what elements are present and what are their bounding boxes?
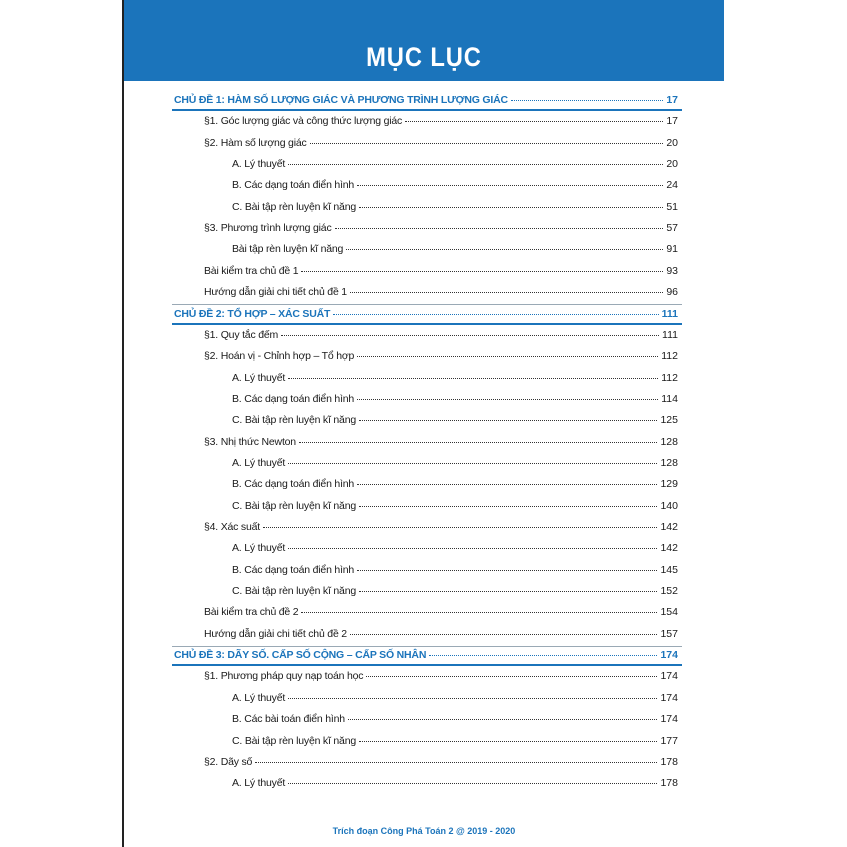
- toc-entry-label: CHỦ ĐỀ 1: HÀM SỐ LƯỢNG GIÁC VÀ PHƯƠNG TRÌNH LƯỢNG GIÁC: [174, 94, 508, 106]
- toc-entry-page: 93: [666, 264, 678, 277]
- toc-entry-page: 174: [660, 649, 678, 662]
- toc-entry-label: B. Các dạng toán điển hình: [232, 478, 355, 491]
- toc-entry-page: 154: [660, 606, 678, 619]
- dot-leader: [255, 761, 657, 763]
- toc-entry: [232, 478, 678, 490]
- toc-entry-page: 174: [660, 691, 678, 704]
- toc-entry-page: 17: [666, 94, 678, 106]
- toc-entry-page: 20: [666, 158, 678, 171]
- toc-entry: [232, 713, 678, 725]
- toc-entry: [232, 457, 678, 469]
- toc-entry: [204, 329, 678, 341]
- dot-leader: [350, 633, 658, 635]
- toc-entry-page: 24: [666, 179, 678, 192]
- toc-entry-label: §2. Hoán vị - Chỉnh hợp – Tổ hợp: [204, 350, 355, 363]
- dot-leader: [335, 227, 664, 229]
- toc-entry-page: 152: [660, 585, 678, 598]
- page-footer: Trích đoạn Công Phá Toán 2 @ 2019 - 2020: [332, 826, 516, 836]
- toc-entry-label: A. Lý thuyết: [232, 691, 286, 704]
- dot-leader: [299, 441, 658, 443]
- toc-entry-label: §2. Hàm số lượng giác: [204, 136, 307, 149]
- toc-entry: [232, 179, 678, 191]
- toc-entry-page: 174: [660, 670, 678, 683]
- toc-entry-label: C. Bài tập rèn luyện kĩ năng: [232, 414, 356, 427]
- toc-entry-label: A. Lý thuyết: [232, 456, 286, 469]
- toc-entry: [232, 564, 678, 576]
- dot-leader: [346, 248, 663, 250]
- toc-entry-label: §2. Dãy số: [204, 755, 253, 768]
- toc-entry: [204, 115, 678, 127]
- toc-chapter-entry: [174, 649, 678, 661]
- toc-entry-label: C. Bài tập rèn luyện kĩ năng: [232, 200, 356, 213]
- toc-entry-page: 114: [661, 392, 678, 405]
- toc-entry: [232, 201, 678, 213]
- toc-entry: [232, 585, 678, 597]
- toc-entry-label: Hướng dẫn giải chi tiết chủ đề 1: [204, 286, 347, 299]
- toc-entry-label: B. Các dạng toán điển hình: [232, 563, 355, 576]
- toc-entry: [232, 735, 678, 747]
- toc-entry-page: 174: [660, 713, 678, 726]
- dot-leader: [359, 505, 657, 507]
- toc-entry-page: 177: [660, 734, 678, 747]
- toc-entry: [204, 222, 678, 234]
- toc-entry: [232, 414, 678, 426]
- dot-leader: [359, 740, 657, 742]
- toc-entry-label: CHỦ ĐỀ 3: DÃY SỐ. CẤP SỐ CỘNG – CẤP SỐ NHÂN: [174, 649, 427, 662]
- section-separator: [172, 304, 682, 305]
- toc-entry-label: B. Các dạng toán điển hình: [232, 179, 355, 192]
- dot-leader: [359, 590, 657, 592]
- toc-entry-page: 111: [661, 307, 678, 320]
- dot-leader: [288, 163, 663, 165]
- toc-entry-page: 112: [661, 371, 678, 384]
- page-title: MỤC LỤC: [366, 42, 482, 72]
- toc-entry-page: 20: [666, 136, 678, 149]
- dot-leader: [288, 697, 657, 699]
- toc-entry: [232, 777, 678, 789]
- toc-entry-label: §4. Xác suất: [204, 521, 260, 533]
- toc-entry-page: 96: [666, 286, 678, 299]
- dot-leader: [288, 547, 657, 549]
- chapter-underline: [172, 323, 682, 325]
- toc-entry-label: A. Lý thuyết: [232, 158, 286, 171]
- toc-entry: [232, 243, 678, 255]
- toc-entry-label: Bài kiểm tra chủ đề 1: [204, 264, 299, 277]
- toc-entry-page: 128: [660, 435, 678, 448]
- toc-entry-label: C. Bài tập rèn luyện kĩ năng: [232, 499, 356, 512]
- dot-leader: [288, 377, 658, 379]
- dot-leader: [301, 270, 663, 272]
- toc-entry-label: §3. Nhị thức Newton: [204, 435, 296, 448]
- toc-entry-page: 140: [660, 499, 678, 512]
- toc-entry-page: 111: [662, 328, 678, 341]
- toc-entry-label: B. Các bài toán điển hình: [232, 713, 345, 726]
- toc-entry-page: 91: [666, 243, 678, 256]
- toc-entry: [204, 606, 678, 618]
- toc-entry-page: 145: [660, 563, 678, 576]
- toc-entry-label: Bài kiểm tra chủ đề 2: [204, 606, 299, 619]
- dot-leader: [348, 718, 658, 720]
- dot-leader: [357, 184, 663, 186]
- dot-leader: [350, 291, 663, 293]
- dot-leader: [333, 313, 658, 315]
- toc-entry: [204, 521, 678, 533]
- dot-leader: [511, 99, 663, 101]
- toc-chapter-entry: [174, 308, 678, 320]
- toc-entry-label: §1. Góc lượng giác và công thức lượng giác: [204, 115, 403, 128]
- section-separator: [172, 646, 682, 647]
- dot-leader: [405, 120, 663, 122]
- toc-entry: [204, 350, 678, 362]
- toc-entry-label: CHỦ ĐỀ 2: TỔ HỢP – XÁC SUẤT: [174, 307, 331, 320]
- toc-entry-page: 112: [661, 350, 678, 363]
- toc-entry: [204, 628, 678, 640]
- toc-entry: [204, 670, 678, 682]
- toc-entry: [232, 500, 678, 512]
- toc-entry: [204, 286, 678, 298]
- toc-entry: [232, 393, 678, 405]
- toc-entry: [204, 137, 678, 149]
- toc-entry-label: B. Các dạng toán điển hình: [232, 392, 355, 405]
- dot-leader: [357, 483, 657, 485]
- dot-leader: [263, 526, 657, 528]
- toc-entry-page: 57: [666, 222, 678, 235]
- toc-entry: [204, 265, 678, 277]
- toc-entry: [232, 542, 678, 554]
- chapter-underline: [172, 664, 682, 666]
- toc-entry-page: 17: [666, 115, 678, 128]
- toc-entry: [232, 158, 678, 170]
- dot-leader: [301, 611, 657, 613]
- toc-entry-label: §1. Phương pháp quy nạp toán học: [204, 670, 364, 683]
- dot-leader: [359, 206, 663, 208]
- toc-entry-label: Bài tập rèn luyện kĩ năng: [232, 243, 344, 256]
- toc-entry-label: Hướng dẫn giải chi tiết chủ đề 2: [204, 627, 347, 640]
- toc-entry-label: A. Lý thuyết: [232, 777, 286, 790]
- dot-leader: [288, 782, 657, 784]
- toc-entry-label: A. Lý thuyết: [232, 371, 286, 384]
- dot-leader: [288, 462, 657, 464]
- toc-entry-page: 178: [660, 777, 678, 790]
- toc-entry-page: 129: [660, 478, 678, 491]
- toc-entry-page: 178: [660, 755, 678, 768]
- toc-entry-label: §1. Quy tắc đếm: [204, 328, 279, 341]
- dot-leader: [357, 569, 657, 571]
- toc-entry-label: A. Lý thuyết: [232, 542, 286, 555]
- toc-entry: [232, 692, 678, 704]
- chapter-underline: [172, 109, 682, 111]
- dot-leader: [310, 142, 664, 144]
- toc-entry: [204, 756, 678, 768]
- toc-entry-label: C. Bài tập rèn luyện kĩ năng: [232, 585, 356, 598]
- dot-leader: [357, 398, 658, 400]
- toc-entry: [232, 372, 678, 384]
- dot-leader: [281, 334, 659, 336]
- dot-leader: [429, 654, 657, 656]
- toc-entry-label: §3. Phương trình lượng giác: [204, 222, 332, 235]
- toc-entry: [204, 436, 678, 448]
- toc-entry-page: 142: [660, 542, 678, 555]
- dot-leader: [357, 355, 658, 357]
- toc-entry-label: C. Bài tập rèn luyện kĩ năng: [232, 734, 356, 747]
- dot-leader: [366, 675, 657, 677]
- toc-entry-page: 128: [660, 456, 678, 469]
- toc-entry-page: 142: [660, 521, 678, 533]
- toc-entry-page: 125: [660, 414, 678, 427]
- dot-leader: [359, 419, 657, 421]
- toc-entry-page: 157: [660, 627, 678, 640]
- toc-entry-page: 51: [666, 200, 678, 213]
- toc-chapter-entry: [174, 94, 678, 106]
